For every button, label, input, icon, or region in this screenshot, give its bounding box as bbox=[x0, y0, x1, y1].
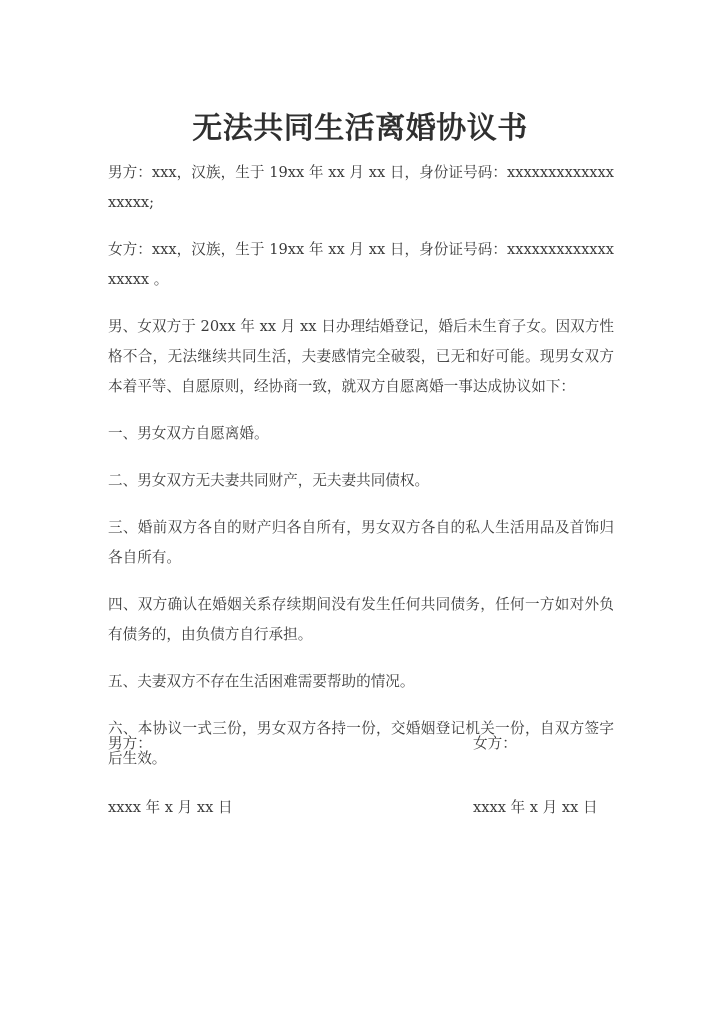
signature-spacer bbox=[108, 776, 614, 793]
signature-block bbox=[108, 729, 614, 823]
page-title: 无法共同生活离婚协议书 bbox=[192, 111, 528, 147]
wife-signature-label: 女方： bbox=[473, 735, 517, 752]
wife-signature-date: xxxx 年 x 月 xx 日 bbox=[473, 799, 598, 816]
clause-item-4: 四、双方确认在婚姻关系存续期间没有发生任何共同债务，任何一方如对外负有债务的，由负债方自行承担。 bbox=[108, 596, 614, 643]
clause-item-6: 六、本协议一式三份，男女双方各持一份，交婚姻登记机关一份，自双方签字后生效。 bbox=[108, 720, 614, 767]
clause-item-5: 五、夫妻双方不存在生活困难需要帮助的情况。 bbox=[108, 673, 415, 690]
paragraph-preamble: 男、女双方于 20xx 年 xx 月 xx 日办理结婚登记，婚后未生育子女。因双方性格不合，无法继续共同生活，夫妻感情完全破裂，已无和好可能。现男女双方本着平等、自愿原则，经协商一致，就双方自愿离婚一事达成协议如下： bbox=[108, 318, 614, 395]
document-body bbox=[108, 158, 614, 774]
clause-item-1: 一、男女双方自愿离婚。 bbox=[108, 425, 269, 442]
signature-name-row bbox=[108, 729, 614, 759]
husband-signature-label: 男方： bbox=[108, 735, 152, 752]
paragraph-wife-identity: 女方：xxx，汉族，生于 19xx 年 xx 月 xx 日，身份证号码：xxxxxxxxxxxxxxxxxx 。 bbox=[108, 241, 614, 288]
clause-item-3: 三、婚前双方各自的财产归各自所有，男女双方各自的私人生活用品及首饰归各自所有。 bbox=[108, 519, 614, 566]
paragraph-husband-identity: 男方：xxx，汉族，生于 19xx 年 xx 月 xx 日，身份证号码：xxxxxxxxxxxxxxxxxx; bbox=[108, 164, 614, 211]
husband-signature-date: xxxx 年 x 月 xx 日 bbox=[108, 799, 233, 816]
clause-item-2: 二、男女双方无夫妻共同财产，无夫妻共同债权。 bbox=[108, 472, 430, 489]
signature-date-row bbox=[108, 793, 614, 823]
